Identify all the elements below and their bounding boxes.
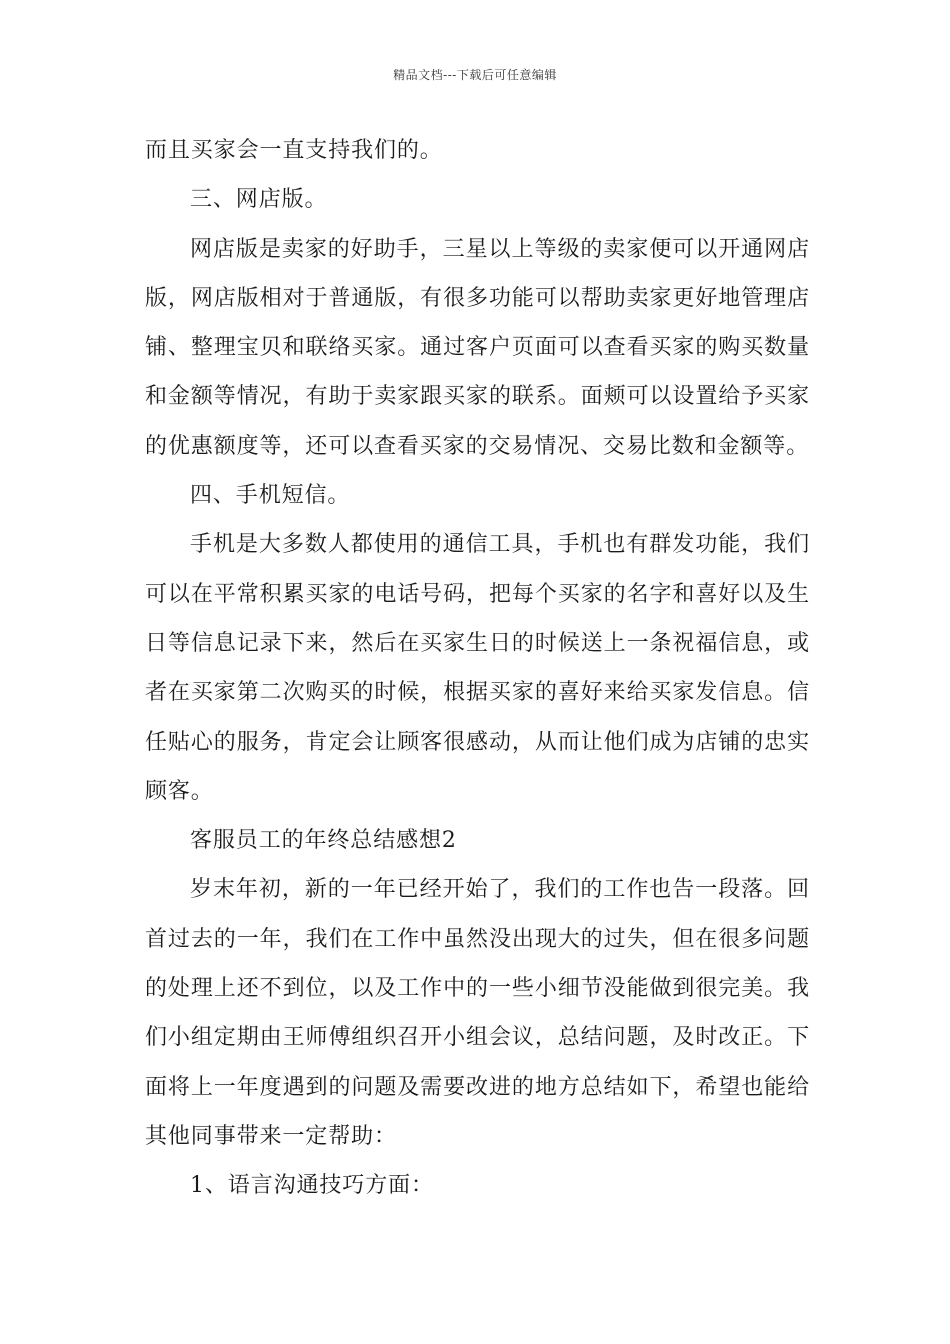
text-line: 1、语言沟通技巧方面： [190,1173,434,1199]
text-line: 版，网店版相对于普通版，有很多功能可以帮助卖家更好地管理店 [145,285,810,311]
text-line: 客服员工的年终总结感想2 [190,828,457,854]
text-line: 和金额等情况，有助于卖家跟买家的联系。面颊可以设置给予买家 [145,384,810,410]
text-line: 可以在平常积累买家的电话号码，把每个买家的名字和喜好以及生 [145,581,810,607]
text-line: 面将上一年度遇到的问题及需要改进的地方总结如下，希望也能给 [145,1074,810,1100]
text-line: 三、网店版。 [190,187,328,213]
text-line: 的处理上还不到位，以及工作中的一些小细节没能做到很完美。我 [145,976,810,1002]
text-line: 者在买家第二次购买的时候，根据买家的喜好来给买家发信息。信 [145,680,810,706]
text-line: 网店版是卖家的好助手，三星以上等级的卖家便可以开通网店 [190,236,810,262]
document-body [145,126,810,1211]
text-line: 首过去的一年，我们在工作中虽然没出现大的过失，但在很多问题 [145,926,810,952]
text-line: 手机是大多数人都使用的通信工具，手机也有群发功能，我们 [190,532,810,558]
text-line: 四、手机短信。 [190,483,351,509]
text-line: 其他同事带来一定帮助： [145,1123,397,1149]
text-line: 岁末年初，新的一年已经开始了，我们的工作也告一段落。回 [190,877,810,903]
text-line: 铺、整理宝贝和联络买家。通过客户页面可以查看买家的购买数量 [145,335,810,361]
text-line: 任贴心的服务，肯定会让顾客很感动，从而让他们成为店铺的忠实 [145,729,810,755]
text-line: 日等信息记录下来，然后在买家生日的时候送上一条祝福信息，或 [145,630,810,656]
text-line: 顾客。 [145,778,214,804]
text-line: 而且买家会一直支持我们的。 [145,138,443,163]
page-header: 精品文档---下载后可任意编辑 [393,68,557,82]
text-line: 们小组定期由王师傅组织召开小组会议，总结问题，及时改正。下 [145,1025,810,1051]
text-line: 的优惠额度等，还可以查看买家的交易情况、交易比数和金额等。 [145,433,810,459]
